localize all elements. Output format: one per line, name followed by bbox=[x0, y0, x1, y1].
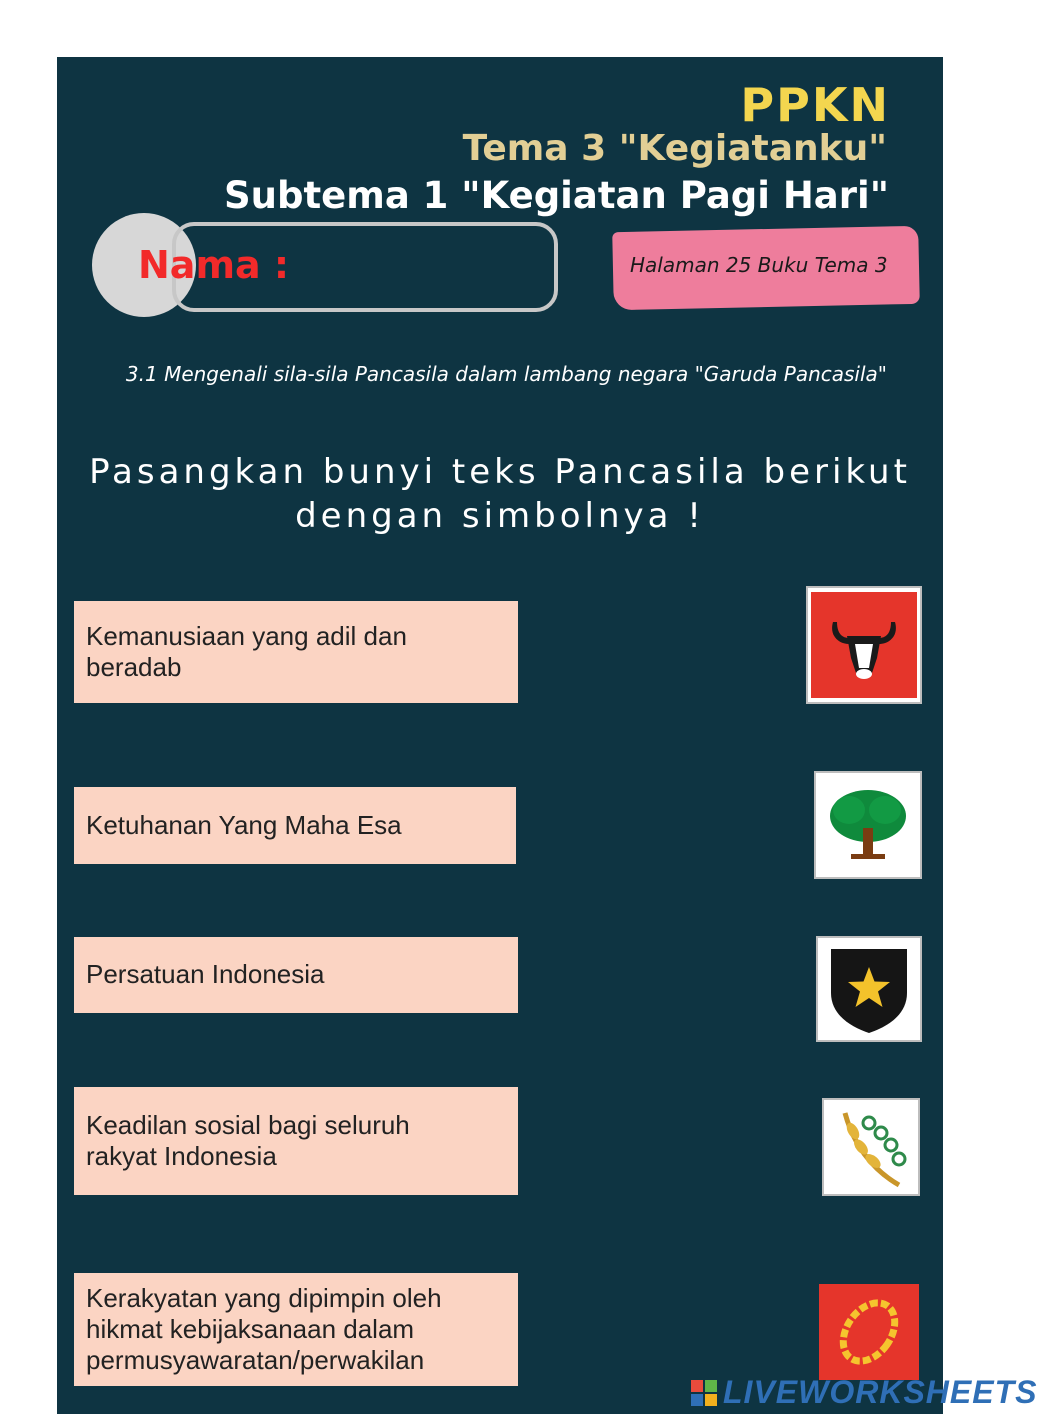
symbol-bull-head[interactable] bbox=[806, 586, 922, 704]
symbol-rice-cotton[interactable] bbox=[822, 1098, 920, 1196]
subtheme-title: Subtema 1 "Kegiatan Pagi Hari" bbox=[224, 174, 889, 217]
statement-text: Persatuan Indonesia bbox=[86, 959, 325, 990]
symbol-banyan-tree[interactable] bbox=[814, 771, 922, 879]
statement-text: Kemanusiaan yang adil dan beradab bbox=[86, 620, 407, 682]
symbol-star-shield[interactable] bbox=[816, 936, 922, 1042]
statement-card[interactable] bbox=[74, 601, 518, 703]
statement-text: Ketuhanan Yang Maha Esa bbox=[86, 809, 402, 840]
statement-card[interactable] bbox=[74, 937, 518, 1013]
rice-cotton-icon bbox=[827, 1103, 915, 1191]
liveworksheets-watermark bbox=[691, 1374, 1037, 1411]
name-input[interactable] bbox=[300, 240, 544, 294]
statement-text: Kerakyatan yang dipimpin oleh hikmat kebijaksanaan dalam permusyawaratan/perwakilan bbox=[86, 1282, 442, 1376]
statement-card[interactable] bbox=[74, 787, 516, 864]
watermark-text: LIVEWORKSHEETS bbox=[723, 1374, 1037, 1410]
instruction-line-2: dengan simbolnya ! bbox=[295, 496, 705, 536]
theme-title: Tema 3 "Kegiatanku" bbox=[462, 128, 887, 169]
name-label: Nama : bbox=[138, 243, 290, 287]
star-shield-icon bbox=[821, 941, 917, 1037]
instruction-line-1: Pasangkan bunyi teks Pancasila berikut bbox=[89, 452, 911, 492]
statement-text: Keadilan sosial bagi seluruh rakyat Indonesia bbox=[86, 1109, 410, 1171]
statement-card[interactable] bbox=[74, 1273, 518, 1386]
liveworksheets-logo-icon bbox=[691, 1380, 717, 1406]
page-reference-text: Halaman 25 Buku Tema 3 bbox=[630, 253, 888, 277]
statement-card[interactable] bbox=[74, 1087, 518, 1195]
bull-head-icon bbox=[811, 592, 917, 698]
symbol-chain[interactable] bbox=[819, 1284, 919, 1380]
subject-title: PPKN bbox=[740, 78, 890, 132]
banyan-tree-icon bbox=[819, 776, 917, 874]
chain-icon bbox=[821, 1286, 917, 1378]
competency-text: 3.1 Mengenali sila-sila Pancasila dalam lambang negara "Garuda Pancasila" bbox=[125, 362, 887, 386]
